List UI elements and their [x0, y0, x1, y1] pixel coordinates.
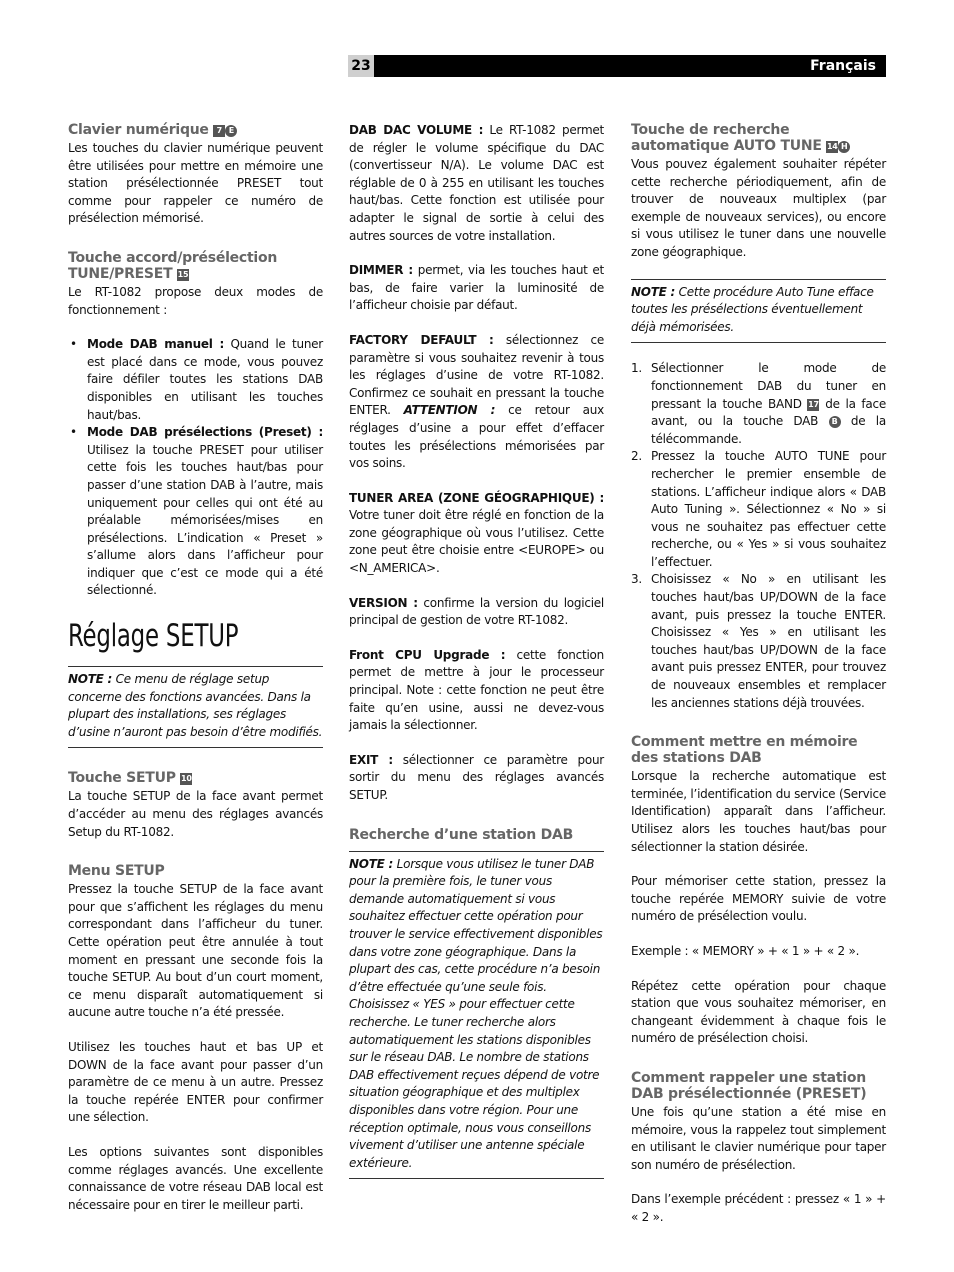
step-text: Pressez la touche AUTO TUNE pour rechercher le premier ensemble de stations. L’afficheur indique alors « DAB Auto Tuning ». Sélectionnez « No » si vous ne souhaitez pas effectuer cette recherche, ou « Yes » si vous souhaitez l’effectuer. [651, 449, 886, 569]
paragraph-auto-tune: Vous pouvez également souhaiter répéter cette recherche périodiquement, afin de trouver de nouveaux multiplex (par exemple de nouveaux services), ou encore si vous utilisez le tuner dans une nouvelle zone géographique. [631, 157, 886, 259]
heading-text: Touche SETUP [68, 770, 176, 787]
list-item [631, 360, 886, 448]
attention-label: ATTENTION : [403, 403, 496, 418]
heading-text: Touche de recherche automatique AUTO TUNE [631, 122, 822, 154]
item-text: Quand le tuner est placé dans ce mode, vous pouvez faire défiler toutes les stations DAB disponibles en utilisant les touches haut/bas. [87, 337, 323, 422]
paragraph-memoire-1: Lorsque la recherche automatique est terminée, l’identification du service (Service Identification) apparaît dans l’afficheur. Utilisez alors les touches haut/bas pour sélectionner la station désirée. [631, 769, 886, 854]
badge-h: H [838, 141, 850, 153]
note-label: NOTE : [631, 284, 676, 299]
note-label: NOTE : [349, 856, 394, 871]
note-box [631, 279, 886, 344]
note-text: Cette procédure Auto Tune efface toutes les présélections éventuellement déjà mémorisées. [631, 284, 874, 334]
definition: Votre tuner doit être réglé en fonction de la zone géographique où vous l’utilisez. Cette zone peut être choisie entre <EUROPE> ou <N_AMERICA>. [349, 508, 604, 576]
item-label: Mode DAB présélections (Preset) : [87, 425, 323, 440]
list-item [631, 448, 886, 571]
paragraph-dac [349, 122, 604, 245]
step-number: 2. [631, 449, 642, 464]
heading-text: Touche accord/présélection TUNE/PRESET [68, 249, 278, 282]
step-text: de la télécommande. [651, 414, 886, 446]
step-text: Choisissez « No » en utilisant les touches haut/bas UP/DOWN de la face avant, puis pressez la touche ENTER. Choisissez « Yes » en utilisant les touches haut/bas UP/DOWN de la face avant puis pressez ENTER, pour trouvez de nouveaux ensembles et remplacer les anciennes stations déjà trouvées. [651, 572, 886, 710]
term: Front CPU Upgrade : [349, 647, 506, 662]
heading-rappel: Comment rappeler une station DAB présélectionnée (PRESET) [631, 1069, 867, 1102]
heading-recherche: Recherche d’une station DAB [349, 826, 574, 843]
paragraph-cpu [349, 647, 604, 735]
paragraph-tuner-area [349, 490, 604, 578]
term: DAB DAC VOLUME : [349, 123, 484, 137]
paragraph-tune: Le RT-1082 propose deux modes de fonctionnement : [68, 284, 323, 317]
definition: confirme la version du logiciel principal de gestion de votre RT-1082. [349, 595, 605, 628]
definition: cette fonction permet de mettre à jour le processeur principal. Note : cette fonction ne peut être faite qu’en usine, aussi ne devez-vous jamais la sélectionner. [349, 647, 604, 733]
paragraph-memoire-4: Répétez cette opération pour chaque station que vous souhaitez mémoriser, en changeant évidemment à chaque fois le numéro de présélection choisi. [631, 978, 886, 1046]
note-label: NOTE : [68, 672, 113, 687]
paragraph-rappel-2: Dans l’exemple précédent : pressez « 1 » + « 2 ». [631, 1192, 886, 1224]
section-title-reglage-setup: Réglage SETUP [68, 618, 239, 655]
note-text: Ce menu de réglage setup concerne des fonctions avancées. Dans la plupart des installations, ses réglages d’usine n’auront pas besoin d’être modifiés. [68, 672, 323, 739]
step-text: Sélectionner le mode de fonctionnement DAB du tuner en pressant la touche BAND [651, 361, 886, 411]
heading-tune-preset [68, 250, 323, 282]
step-number: 1. [631, 361, 642, 376]
badge-b: B [829, 416, 841, 428]
list-item [631, 571, 886, 712]
column-1 [68, 122, 323, 1214]
heading-memoire: Comment mettre en mémoire des stations DAB [631, 734, 858, 767]
definition: sélectionner ce paramètre pour sortir du menu des réglages avancés SETUP. [349, 752, 604, 802]
definition: Le RT-1082 permet de régler le volume spécifique du DAC (convertisseur N/A). Le volume DAC est réglable de 0 à 255 en utilisant les touches haut/bas. Cette fonction est utilisée pour adapter le signal de sortie à celui des autres sources de votre installation. [349, 123, 604, 243]
badge-7: 7 [213, 125, 225, 137]
paragraph-touche-setup: La touche SETUP de la face avant permet d’accéder au menu des réglages avancés Setup du RT-1082. [68, 789, 323, 839]
list-item [68, 424, 323, 600]
definition: permet, via les touches haut et bas, de faire varier la luminosité de l’afficheur choisie par défaut. [349, 263, 604, 313]
paragraph-menu-2: Utilisez les touches haut et bas UP et DOWN de la face avant pour passer d’un paramètre de ce menu à un autre. Pressez la touche repérée ENTER pour confirmer une sélection. [68, 1039, 323, 1125]
paragraph-clavier: Les touches du clavier numérique peuvent être utilisées pour mettre en mémoire une station présélectionnée PRESET tout comme pour rappeler ce numéro de présélection mémorisé. [68, 141, 323, 226]
bullet-icon: • [70, 425, 77, 440]
list-item [68, 336, 323, 424]
badge-15: 15 [177, 269, 189, 279]
step-text: de la face avant, ou la touche DAB [651, 396, 886, 429]
step-number: 3. [631, 572, 642, 587]
paragraph-exit [349, 752, 604, 805]
paragraph-memoire-3: Exemple : « MEMORY » + « 1 » + « 2 ». [631, 943, 860, 958]
paragraph-menu-3: Les options suivantes sont disponibles comme réglages avancés. Une excellente connaissance de votre réseau DAB local est nécessaire pour en tirer le meilleur parti. [68, 1144, 323, 1212]
badge-14: 14 [826, 142, 838, 151]
item-label: Mode DAB manuel : [87, 337, 225, 352]
badge-17: 17 [808, 399, 819, 409]
steps-list [631, 360, 886, 712]
paragraph-factory [349, 332, 604, 473]
term: EXIT : [349, 752, 393, 767]
term: DIMMER : [349, 263, 413, 278]
heading-menu-setup: Menu SETUP [68, 863, 165, 880]
paragraph-dimmer [349, 262, 604, 315]
badge-e: E [225, 125, 237, 137]
heading-auto-tune [631, 122, 886, 154]
page-header-bar [348, 55, 886, 77]
language-label: Français [810, 58, 876, 74]
paragraph-menu-1: Pressez la touche SETUP de la face avant pour que s’affichent les réglages du menu correspondant dans l’afficheur du tuner. Cette opération peut être annulée à tout moment en pressant une seconde fois la touche SETUP. Au bout d’un court moment, ce menu disparaît automatiquement si aucune autre touche n’a été pressée. [68, 882, 323, 1020]
note-box [349, 851, 604, 1180]
bullet-icon: • [70, 337, 77, 352]
heading-touche-setup [68, 770, 323, 786]
term: FACTORY DEFAULT : [349, 332, 494, 347]
note-text: Lorsque vous utilisez le tuner DAB pour la première fois, le tuner vous demande automatiquement si vous souhaitez effectuer cette opération pour trouver le service effectivement disponibles dans votre zone géographique. Dans la plupart des cas, cette procédure n’a besoin d’être effectuée qu’une seule fois. Choisissez « YES » pour effectuer cette recherche. Le tuner recherche alors automatiquement les stations disponibles sur le réseau DAB. Le nombre de stations DAB effectivement reçues dépend de votre situation géographique et des multiplex disponibles dans votre région. Pour une réception optimale, nous vous conseillons vivement d’utiliser une antenne spéciale extérieure. [349, 856, 603, 1170]
badge-10: 10 [181, 774, 192, 784]
paragraph-memoire-2: Pour mémoriser cette station, pressez la touche repérée MEMORY suivie de votre numéro de présélection voulu. [631, 874, 886, 924]
page-number: 23 [348, 55, 374, 77]
term: VERSION : [349, 595, 418, 610]
paragraph-version [349, 595, 604, 630]
note-box [68, 666, 323, 748]
item-text: Utilisez la touche PRESET pour utiliser cette fois les touches haut/bas pour passer d’une station DAB à l’autre, mais uniquement pour celles qui ont été au préalable mémorisées/mises en présélections. L’indication « Preset » s’allume alors dans l’afficheur pour indiquer que c’est ce mode qui a été sélectionné. [87, 442, 323, 598]
column-3 [631, 122, 886, 1227]
term: TUNER AREA (ZONE GÉOGRAPHIQUE) : [349, 490, 604, 505]
mode-list [68, 336, 323, 600]
heading-text: Clavier numérique [68, 122, 209, 138]
heading-clavier [68, 122, 323, 138]
column-2 [349, 122, 604, 1179]
attention-text: ce retour aux réglages d’usine a pour effet d’effacer toutes les présélections mémorisées par vos soins. [349, 403, 604, 471]
definition: sélectionnez ce paramètre si vous souhaitez revenir à tous les réglages d’usine de votre RT-1082. Confirmez ce souhait en pressant la touche ENTER. [349, 332, 604, 418]
paragraph-rappel-1: Une fois qu’une station a été mise en mémoire, vous la rappelez tout simplement en utilisant le clavier numérique pour taper son numéro de présélection. [631, 1104, 886, 1172]
